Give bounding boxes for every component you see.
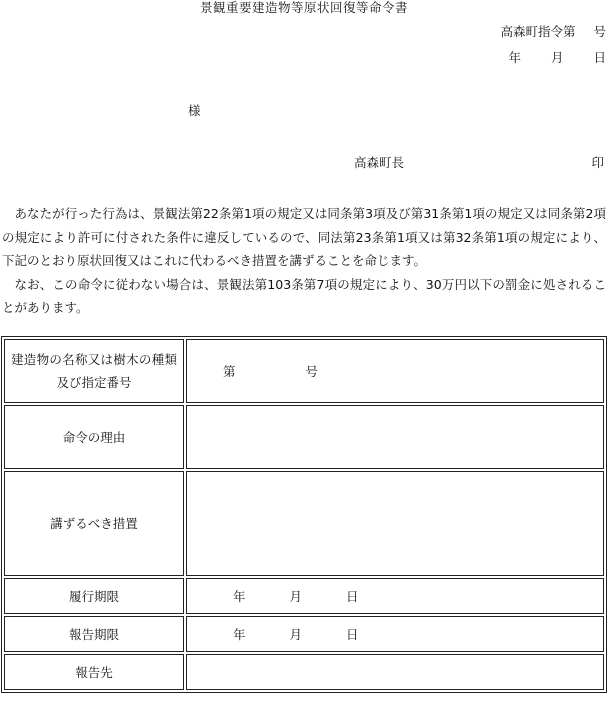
document-title: 景観重要建造物等原状回復等命令書: [199, 0, 408, 15]
deadline-month: 月: [289, 589, 303, 604]
report-deadline-year: 年: [233, 627, 246, 642]
table-row: [4, 654, 604, 690]
seal-mark: 印: [591, 155, 604, 170]
body-paragraph-2: なお、この命令に従わない場合は、景観法第103条第7項の規定により、30万円以下の罰金に処されることがあります。: [2, 276, 606, 315]
reason-label: 命令の理由: [4, 405, 184, 469]
measures-cell: [186, 471, 604, 576]
table-row: [4, 339, 604, 403]
report-deadline-cell: [186, 616, 604, 652]
deadline-label: 履行期限: [4, 578, 184, 614]
report-to-cell: [186, 654, 604, 690]
report-deadline-month: 月: [289, 627, 303, 642]
issue-date-year: 年: [508, 50, 521, 65]
reason-cell: [186, 405, 604, 469]
measures-label: 講ずるべき措置: [4, 471, 184, 576]
deadline-year: 年: [233, 589, 246, 604]
structure-number-cell: [186, 339, 604, 403]
issue-date-day: 日: [593, 50, 606, 65]
report-to-label: 報告先: [4, 654, 184, 690]
addressee-honorific: 様: [188, 103, 201, 118]
order-number: [500, 24, 606, 40]
structure-number-prefix: 第: [223, 364, 236, 379]
structure-name-label: 建造物の名称又は樹木の種類及び指定番号: [4, 339, 184, 403]
deadline-cell: [186, 578, 604, 614]
deadline-day: 日: [346, 589, 359, 604]
order-body: [2, 202, 606, 320]
report-deadline-day: 日: [346, 627, 359, 642]
body-paragraph-1: あなたが行った行為は、景観法第22条第1項の規定又は同条第3項及び第31条第1項の規定又は同条第2項の規定により許可に付された条件に違反しているので、同法第23条第1項又は第32条第1項の規定により、下記のとおり原状回復又はこれに代わるべき措置を講ずることを命じます。: [2, 206, 606, 268]
table-row: [4, 405, 604, 469]
table-row: [4, 578, 604, 614]
table-row: [4, 616, 604, 652]
issuer-name: 高森町長: [354, 155, 405, 170]
report-deadline-label: 報告期限: [4, 616, 184, 652]
order-number-suffix: 号: [593, 24, 606, 39]
issue-date-month: 月: [550, 50, 564, 65]
order-number-prefix: 高森町指令第: [500, 24, 576, 39]
structure-number-suffix: 号: [305, 364, 319, 379]
table-row: [4, 471, 604, 576]
order-details-table: [1, 336, 607, 693]
issue-date: [508, 50, 606, 66]
